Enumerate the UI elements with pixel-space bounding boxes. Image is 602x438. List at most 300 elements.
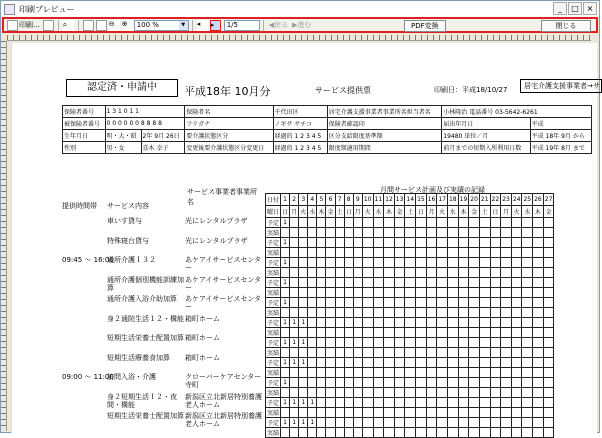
actual-label: 実績 [266,268,281,278]
row-provider: 新潟区立北新居特別養護老人ホーム [185,392,262,409]
schedule-cell [469,408,480,418]
next-page-icon[interactable]: ▸ [210,20,221,31]
schedule-cell [317,388,326,398]
schedule-cell [447,398,458,408]
schedule-cell [416,258,427,268]
schedule-cell [437,278,448,288]
separator [192,20,193,31]
schedule-cell [426,398,437,408]
schedule-cell [344,288,353,298]
schedule-cell [469,298,480,308]
schedule-cell [317,408,326,418]
schedule-cell [490,238,501,248]
schedule-cell [308,388,317,398]
schedule-cell [353,298,362,308]
schedule-cell [384,248,395,258]
tel: 03-5642-6261 [495,109,538,116]
schedule-cell [522,398,533,408]
schedule-cell [490,388,501,398]
schedule-cell [437,288,448,298]
schedule-cell [290,308,299,318]
schedule-cell [490,268,501,278]
schedule-cell [511,378,522,388]
schedule-cell: 1 [308,398,317,408]
schedule-cell [353,378,362,388]
schedule-cell [344,428,353,438]
schedule-cell [490,218,501,228]
schedule-cell [405,348,416,358]
schedule-cell [290,348,299,358]
schedule-cell [490,298,501,308]
schedule-cell [405,268,416,278]
schedule-cell [373,238,384,248]
row-service: 短期生活栄養士配置加算 [107,334,184,342]
schedule-cell [290,368,299,378]
row-service: 身２通院生活１２・構能 [107,314,184,323]
schedule-cell [362,308,373,318]
schedule-cell [394,238,405,248]
close-button[interactable]: 閉じる [541,20,591,32]
schedule-cell [362,218,373,228]
schedule-cell [384,238,395,248]
schedule-cell [405,378,416,388]
schedule-cell [362,278,373,288]
schedule-cell [458,368,469,378]
schedule-cell [373,218,384,228]
row-provider: あケアイサービスセンター [185,295,262,311]
schedule-cell [501,398,512,408]
schedule-cell [335,248,344,258]
schedule-cell [344,358,353,368]
schedule-cell [533,288,544,298]
vertical-ruler [1,41,7,431]
schedule-cell [344,318,353,328]
date-row-cell: 27 [543,194,554,206]
schedule-cell [437,358,448,368]
zoom-value: 100 % [136,21,159,29]
schedule-cell [490,418,501,428]
schedule-cell [437,248,448,258]
schedule-cell [326,338,335,348]
schedule-cell [416,278,427,288]
schedule-cell [458,218,469,228]
schedule-cell [469,288,480,298]
schedule-cell [479,328,490,338]
preview-page [11,43,600,437]
schedule-cell [362,418,373,428]
schedule-cell [533,378,544,388]
schedule-cell [281,228,290,238]
forward-label: 進む [297,21,312,29]
schedule-cell [501,388,512,398]
schedule-cell [384,218,395,228]
schedule-cell [543,358,554,368]
schedule-cell [373,328,384,338]
schedule-cell [290,218,299,228]
schedule-cell [437,348,448,358]
schedule-cell [533,348,544,358]
schedule-cell [326,408,335,418]
schedule-cell [373,418,384,428]
day-row-cell: 土 [335,206,344,218]
schedule-cell [362,428,373,438]
schedule-cell [543,298,554,308]
print-button[interactable] [4,19,42,31]
schedule-cell [490,378,501,388]
schedule-cell [426,318,437,328]
schedule-cell [299,238,308,248]
limit-period-label: 限度額適用期間 [327,142,442,154]
schedule-cell [335,428,344,438]
schedule-cell [335,388,344,398]
schedule-cell [290,248,299,258]
schedule-cell [416,238,427,248]
prev-page-icon[interactable]: ◂ [197,20,208,31]
schedule-cell [373,368,384,378]
schedule-cell [362,328,373,338]
schedule-cell [344,308,353,318]
schedule-cell [458,358,469,368]
day-row-cell: 水 [522,206,533,218]
schedule-cell [543,248,554,258]
schedule-cell [458,398,469,408]
schedule-cell [317,328,326,338]
schedule-cell [426,348,437,358]
schedule-cell [405,308,416,318]
schedule-cell [447,298,458,308]
zoom-out-icon[interactable]: ⊖ [109,20,120,31]
schedule-cell [479,428,490,438]
submit-label: 届出年月日 [442,118,530,130]
schedule-cell [522,418,533,428]
schedule-cell [308,218,317,228]
row-provider: 箱町ホーム [185,353,220,362]
row-service: 車いす貸与 [107,217,142,225]
schedule-cell [394,298,405,308]
schedule-cell [479,238,490,248]
schedule-cell: 1 [299,318,308,328]
care-level-label: 要介護状態区分 [185,130,273,142]
schedule-cell [426,418,437,428]
schedule-cell [384,398,395,408]
schedule-cell [394,378,405,388]
schedule-cell [511,308,522,318]
close-window-button[interactable]: × [583,2,597,15]
schedule-cell [533,338,544,348]
schedule-cell [317,308,326,318]
schedule-cell [384,388,395,398]
schedule-cell [458,268,469,278]
schedule-cell [458,408,469,418]
binoculars-icon[interactable]: ⌕ [63,20,74,31]
schedule-cell [522,358,533,368]
schedule-cell [326,418,335,428]
insured-no-label: 保険者番号 [63,106,106,118]
schedule-cell [362,378,373,388]
schedule-cell [511,418,522,428]
copy-icon[interactable] [43,20,54,31]
schedule-cell [437,228,448,238]
schedule-cell [384,258,395,268]
schedule-cell [373,388,384,398]
schedule-cell [373,428,384,438]
schedule-cell [335,268,344,278]
schedule-cell [384,408,395,418]
schedule-cell: 1 [281,318,290,328]
schedule-cell [437,418,448,428]
row-service: 短期生活栄養士配置加算 [107,412,184,420]
zoom-in-icon[interactable]: ⊕ [122,20,133,31]
schedule-cell [501,328,512,338]
schedule-cell [362,248,373,258]
schedule-cell [353,388,362,398]
date-row-cell: 12 [384,194,395,206]
schedule-cell [458,238,469,248]
schedule-cell [362,388,373,398]
schedule-cell [326,288,335,298]
schedule-cell [490,338,501,348]
schedule-cell [344,418,353,428]
schedule-cell [326,228,335,238]
schedule-cell [394,258,405,268]
schedule-cell [384,308,395,318]
schedule-cell [362,238,373,248]
schedule-cell [437,388,448,398]
date-row-cell: 14 [405,194,416,206]
schedule-cell [344,388,353,398]
schedule-cell [326,348,335,358]
schedule-cell [469,258,480,268]
schedule-cell [281,288,290,298]
schedule-cell [522,348,533,358]
schedule-cell [426,408,437,418]
actual-label: 実績 [266,388,281,398]
schedule-cell [299,308,308,318]
schedule-cell [501,408,512,418]
actual-label: 実績 [266,288,281,298]
schedule-cell [479,248,490,258]
day-row-cell: 金 [326,206,335,218]
schedule-cell [501,298,512,308]
plan-maker-label: 居宅介護支援事業者事業所名担当者名 [327,106,442,118]
schedule-cell [416,318,427,328]
schedule-cell [344,298,353,308]
schedule-cell [522,378,533,388]
schedule-cell [308,328,317,338]
zoom-select[interactable] [134,20,189,31]
schedule-cell [394,308,405,318]
schedule-cell [522,368,533,378]
schedule-cell [458,418,469,428]
schedule-cell [543,378,554,388]
schedule-cell [373,308,384,318]
schedule-cell [353,338,362,348]
schedule-cell [469,418,480,428]
schedule-cell [353,318,362,328]
schedule-cell [384,298,395,308]
schedule-cell [317,218,326,228]
date-row-cell: 20 [469,194,480,206]
schedule-cell [394,288,405,298]
schedule-cell [437,268,448,278]
schedule-cell [447,388,458,398]
actual-label: 実績 [266,308,281,318]
schedule-cell [335,418,344,428]
schedule-cell [335,338,344,348]
single-page-icon[interactable] [83,20,94,31]
schedule-cell: 1 [281,238,290,248]
schedule-cell [281,368,290,378]
date-row-cell: 21 [479,194,490,206]
plan-label: 予定 [266,238,281,248]
schedule-cell [511,368,522,378]
date-row-cell: 25 [522,194,533,206]
schedule-cell [501,368,512,378]
schedule-cell [344,328,353,338]
row-service: 通所介護入浴介助加算 [107,295,177,303]
schedule-cell [335,308,344,318]
schedule-cell [394,348,405,358]
schedule-cell [353,228,362,238]
schedule-cell [373,268,384,278]
schedule-cell [543,368,554,378]
day-row-cell: 火 [511,206,522,218]
schedule-cell [437,298,448,308]
schedule-cell [373,318,384,328]
schedule-cell [522,328,533,338]
schedule-cell [490,228,501,238]
schedule-cell [479,218,490,228]
schedule-cell: 1 [281,218,290,228]
schedule-cell [326,218,335,228]
schedule-cell [501,418,512,428]
schedule-cell [362,268,373,278]
schedule-cell [384,328,395,338]
schedule-cell [299,248,308,258]
multi-page-icon[interactable] [96,20,107,31]
schedule-cell [317,338,326,348]
schedule-cell [458,328,469,338]
insurer-name: 千代田区 [273,106,327,118]
schedule-cell [326,328,335,338]
schedule-cell [353,308,362,318]
schedule-cell: 1 [290,398,299,408]
schedule-cell [405,298,416,308]
schedule-cell [501,428,512,438]
schedule-cell: 1 [281,398,290,408]
maximize-button[interactable]: □ [568,2,582,15]
schedule-cell [426,238,437,248]
schedule-cell [469,338,480,348]
schedule-cell [326,358,335,368]
schedule-cell [522,268,533,278]
schedule-cell [490,358,501,368]
schedule-cell [373,278,384,288]
schedule-header: 月間サービス計画及び実績の記録 [380,186,485,194]
schedule-cell [479,388,490,398]
birth-label: 生年月日 [63,130,106,142]
schedule-cell [405,218,416,228]
change-label: 変更後要介護状態区分変更日 [185,142,273,154]
date-row-cell: 4 [308,194,317,206]
schedule-cell [299,348,308,358]
schedule-cell [511,338,522,348]
minimize-button[interactable]: _ [553,2,567,15]
schedule-cell [299,268,308,278]
schedule-cell [511,218,522,228]
schedule-cell [405,408,416,418]
schedule-cell [426,268,437,278]
schedule-cell [469,248,480,258]
schedule-cell [373,338,384,348]
limit-amount: 19480 [443,133,463,140]
date-row-cell: 18 [447,194,458,206]
schedule-cell [308,408,317,418]
back-button[interactable]: ◀ 戻る [268,21,289,29]
schedule-cell [317,398,326,408]
schedule-cell [326,368,335,378]
schedule-cell [501,358,512,368]
schedule-cell [362,398,373,408]
schedule-cell: 1 [299,418,308,428]
row-provider: クローバーケアセンター寺町 [185,373,262,389]
schedule-cell [543,268,554,278]
date-row-cell: 26 [533,194,544,206]
page-input[interactable]: 1/5 [224,20,260,31]
schedule-cell [479,318,490,328]
schedule-cell [511,408,522,418]
schedule-cell [405,428,416,438]
actual-label: 実績 [266,228,281,238]
schedule-cell [335,398,344,408]
schedule-cell [533,268,544,278]
schedule-cell [394,228,405,238]
schedule-cell [373,408,384,418]
schedule-cell: 1 [281,358,290,368]
schedule-cell [469,268,480,278]
schedule-cell [326,278,335,288]
day-row-cell: 火 [437,206,448,218]
birth-era: 明・大・昭 [105,130,141,142]
date-row-cell: 8 [344,194,353,206]
schedule-cell [479,228,490,238]
schedule-cell [426,228,437,238]
schedule-cell [447,278,458,288]
forward-button[interactable]: ▶ 進む [292,21,312,29]
schedule-cell [384,368,395,378]
schedule-cell [405,368,416,378]
plan-label: 予定 [266,418,281,428]
day-row-cell: 土 [405,206,416,218]
schedule-cell [299,388,308,398]
pdf-convert-button[interactable]: PDF変換 [404,20,446,32]
date-row-cell: 10 [362,194,373,206]
schedule-cell [317,258,326,268]
schedule-cell [469,388,480,398]
schedule-cell [426,298,437,308]
schedule-cell [501,258,512,268]
schedule-cell [353,408,362,418]
schedule-cell [299,228,308,238]
schedule-cell [533,298,544,308]
window-title: 印刷プレビュー [19,4,75,14]
schedule-cell: 1 [281,338,290,348]
unit-label: 単位／月 [464,133,489,140]
schedule-cell [384,358,395,368]
schedule-cell [416,308,427,318]
schedule-cell [394,338,405,348]
day-row-cell: 日 [490,206,501,218]
